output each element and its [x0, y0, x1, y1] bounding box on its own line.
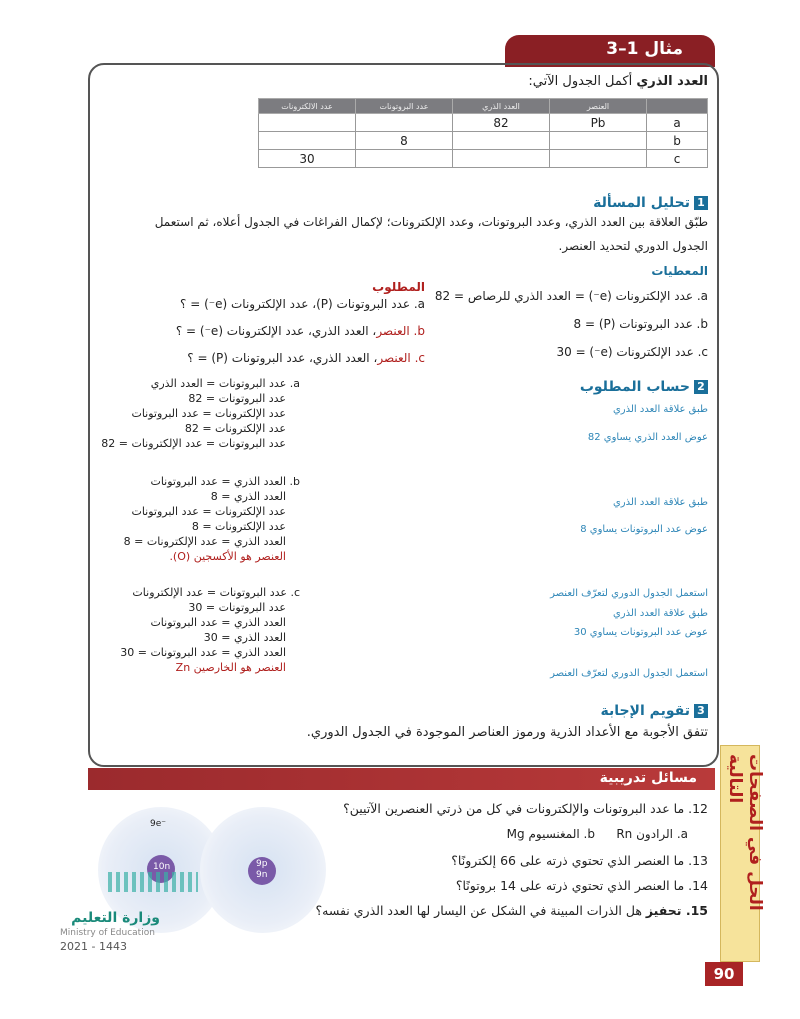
given-c: c. عدد الإلكترونات (e⁻) = 30	[556, 345, 708, 359]
table-header: العنصر	[550, 99, 647, 114]
table-header	[647, 99, 708, 114]
required-c-text: ، العدد الذري، عدد البروتونات (P) = ؟	[187, 351, 378, 365]
example-label: مثال 1–3	[606, 39, 683, 59]
calc-line: عدد الإلكترونات = عدد البروتونات	[131, 505, 286, 518]
note-6: طبق علاقة العدد الذري	[612, 608, 708, 619]
data-table	[258, 98, 708, 168]
practice-band	[88, 768, 715, 790]
calc-line: c. عدد البروتونات = عدد الإلكترونات	[132, 586, 300, 599]
page-number: 90	[705, 962, 743, 986]
atom-right-neutrons: 9n	[256, 870, 268, 880]
table-cell: 30	[259, 150, 356, 168]
table-cell: 82	[453, 114, 550, 132]
calc-c-element: العنصر هو الخارصين Zn	[175, 661, 286, 674]
step1-number: 1	[694, 196, 708, 210]
given-b: b. عدد البروتونات (P) = 8	[573, 317, 708, 331]
table-header-row	[259, 99, 708, 114]
ministry-english: Ministry of Education	[60, 928, 155, 938]
calc-line: العدد الذري = عدد الإلكترونات = 8	[123, 535, 286, 548]
table-header: عدد البروتونات	[356, 99, 453, 114]
side-tab-label: الحل في الصفحات التالية	[725, 754, 765, 911]
calc-line: عدد الإلكترونات = 82	[184, 422, 286, 435]
calc-b	[0, 474, 300, 564]
intro-bold: العدد الذري	[636, 74, 708, 89]
question-12a: a. الرادون Rn	[616, 827, 688, 841]
step2-number: 2	[694, 380, 708, 394]
step1-title: تحليل المسألة	[593, 195, 690, 211]
required-c-red: c. العنصر	[377, 351, 425, 365]
required-b-red: b. العنصر	[376, 324, 425, 338]
step1-para2: الجدول الدوري لتحديد العنصر.	[558, 239, 708, 253]
intro-rest: أكمل الجدول الآتي:	[528, 74, 637, 89]
calc-line: العدد الذري = 30	[203, 631, 286, 644]
givens-heading: المعطيات	[651, 264, 708, 278]
required-b-text: ، العدد الذري، عدد الإلكترونات (e⁻) = ؟	[175, 324, 377, 338]
ministry-logo-pattern	[108, 872, 198, 892]
table-cell: Pb	[550, 114, 647, 132]
question-15-bold: 15. تحفيز	[645, 903, 708, 918]
ministry-arabic: وزارة التعليم	[71, 910, 160, 926]
calc-line: عدد الإلكترونات = عدد البروتونات	[131, 407, 286, 420]
calc-line: العدد الذري = عدد البروتونات = 30	[120, 646, 286, 659]
calc-line: عدد البروتونات = عدد الإلكترونات = 82	[101, 437, 286, 450]
given-a: a. عدد الإلكترونات (e⁻) = العدد الذري للرصاص = 82	[434, 289, 708, 303]
step2-heading	[580, 376, 708, 395]
calc-line: العدد الذري = 8	[210, 490, 286, 503]
step1-heading	[593, 192, 708, 211]
calc-line: عدد البروتونات = 82	[188, 392, 286, 405]
required-c	[187, 350, 425, 367]
note-1: طبق علاقة العدد الذري	[612, 404, 708, 415]
calc-b-element: العنصر هو الأكسجين (O).	[169, 550, 286, 563]
step2-title: حساب المطلوب	[579, 379, 690, 395]
required-heading: المطلوب	[372, 280, 425, 294]
step3-title: تقويم الإجابة	[600, 703, 690, 719]
table-row	[259, 114, 708, 132]
calc-line: العدد الذري = عدد البروتونات	[150, 616, 286, 629]
table-cell: b	[647, 132, 708, 150]
atom-left-shell-label: 9e⁻	[150, 819, 167, 829]
calc-line: a. عدد البروتونات = العدد الذري	[150, 377, 300, 390]
question-13: 13. ما العنصر الذي تحتوي ذرته على 66 إلكترونًا؟	[451, 853, 708, 868]
step3-text: تتفق الأجوبة مع الأعداد الذرية ورموز العناصر الموجودة في الجدول الدوري.	[306, 725, 708, 740]
atom-right	[200, 807, 326, 933]
step3-heading	[600, 700, 708, 719]
table-cell	[259, 132, 356, 150]
table-cell	[356, 150, 453, 168]
question-15-text: هل الذرات المبينة في الشكل عن اليسار لها العدد الذري نفسه؟	[315, 903, 646, 918]
table-row	[259, 132, 708, 150]
step1-para1: طبّق العلاقة بين العدد الذري، وعدد البروتونات، وعدد الإلكترونات؛ لإكمال الفراغات في الجدول أعلاه، ثم استعمل	[154, 215, 708, 229]
table-cell	[550, 132, 647, 150]
required-b	[176, 323, 425, 340]
calc-line: b. العدد الذري = عدد البروتونات	[150, 475, 300, 488]
ministry-year: 2021 - 1443	[60, 940, 127, 953]
note-5: استعمل الجدول الدوري لتعرّف العنصر	[550, 588, 708, 599]
table-header: العدد الذري	[453, 99, 550, 114]
atom-left-nucleus-label: 10n	[153, 862, 171, 872]
table-cell	[453, 132, 550, 150]
calc-line: عدد الإلكترونات = 8	[191, 520, 286, 533]
step3-number: 3	[694, 704, 708, 718]
table-cell	[550, 150, 647, 168]
note-3: طبق علاقة العدد الذري	[612, 497, 708, 508]
required-a: a. عدد البروتونات (P)، عدد الإلكترونات (e⁻) = ؟	[180, 297, 425, 311]
table-cell	[259, 114, 356, 132]
practice-title: مسائل تدريبية	[599, 770, 697, 786]
atom-right-protons: 9p	[256, 859, 268, 869]
table-header: عدد الالكترونات	[259, 99, 356, 114]
question-12: 12. ما عدد البروتونات والإلكترونات في كل من ذرتي العنصرين الآتيين؟	[343, 801, 708, 816]
table-row	[259, 150, 708, 168]
question-14: 14. ما العنصر الذي تحتوي ذرته على 14 بروتونًا؟	[455, 878, 708, 893]
note-8: استعمل الجدول الدوري لتعرّف العنصر	[550, 668, 708, 679]
table-cell: 8	[356, 132, 453, 150]
question-15	[316, 902, 709, 919]
calc-c	[0, 585, 300, 675]
atom-right-nucleus	[248, 857, 276, 885]
table-cell	[356, 114, 453, 132]
table-cell: a	[647, 114, 708, 132]
side-tab	[720, 745, 765, 962]
note-2: عوض العدد الذري يساوي 82	[587, 432, 708, 443]
calc-a	[0, 376, 300, 451]
note-7: عوض عدد البروتونات يساوي 30	[573, 627, 708, 638]
calc-line: عدد البروتونات = 30	[188, 601, 286, 614]
question-12b: b. المغنسيوم Mg	[506, 827, 595, 841]
table-cell	[453, 150, 550, 168]
intro-line	[528, 73, 708, 90]
table-cell: c	[647, 150, 708, 168]
note-4: عوض عدد البروتونات يساوي 8	[580, 524, 708, 535]
